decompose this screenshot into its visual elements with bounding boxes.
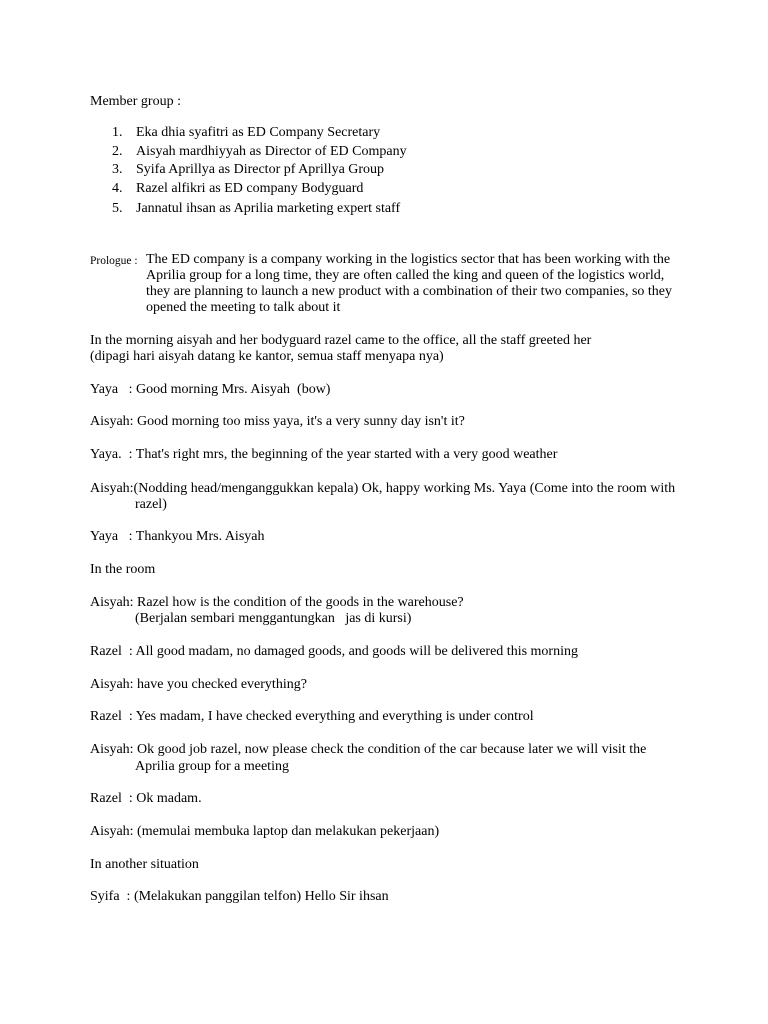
dialogue-line: Aisyah: Razel how is the condition of the goods in the warehouse? — [90, 595, 464, 610]
dialogue-line: Aprilia group for a meeting — [135, 759, 289, 774]
scene-heading: In another situation — [90, 857, 199, 872]
member-heading: Member group : — [90, 94, 181, 109]
list-number: 4. — [112, 181, 123, 196]
prologue-line: opened the meeting to talk about it — [146, 300, 341, 315]
dialogue-line: (Berjalan sembari menggantungkan jas di kursi) — [135, 611, 412, 626]
list-item — [0, 181, 768, 197]
prologue-line: they are planning to launch a new product with a combination of their two companies, so they — [146, 284, 673, 299]
dialogue-line: Razel : Ok madam. — [90, 791, 202, 806]
prologue-line: The ED company is a company working in the logistics sector that has been working with the — [146, 252, 671, 267]
list-item — [0, 144, 768, 160]
narration-line: In the morning aisyah and her bodyguard razel came to the office, all the staff greeted her — [90, 333, 592, 348]
dialogue-line: Razel : Yes madam, I have checked everything and everything is under control — [90, 709, 534, 724]
dialogue-line: Aisyah: have you checked everything? — [90, 677, 307, 692]
list-item — [0, 162, 768, 178]
list-text: Jannatul ihsan as Aprilia marketing expert staff — [136, 201, 401, 216]
dialogue-line: Yaya : Good morning Mrs. Aisyah (bow) — [90, 382, 331, 397]
list-item — [0, 201, 768, 217]
prologue-label: Prologue : — [90, 255, 138, 267]
list-text: Syifa Aprillya as Director pf Aprillya Group — [136, 162, 385, 177]
dialogue-line: Razel : All good madam, no damaged goods, and goods will be delivered this morning — [90, 644, 578, 659]
dialogue-line: Aisyah: Good morning too miss yaya, it's a very sunny day isn't it? — [90, 414, 465, 429]
dialogue-line: Yaya : Thankyou Mrs. Aisyah — [90, 529, 265, 544]
dialogue-line: Yaya. : That's right mrs, the beginning of the year started with a very good weather — [90, 447, 558, 462]
scene-heading: In the room — [90, 562, 156, 577]
list-text: Eka dhia syafitri as ED Company Secretary — [136, 125, 381, 140]
dialogue-line: Aisyah: (memulai membuka laptop dan melakukan pekerjaan) — [90, 824, 440, 839]
list-number: 1. — [112, 125, 123, 140]
prologue-line: Aprilia group for a long time, they are often called the king and queen of the logistics world, — [146, 268, 665, 283]
dialogue-line: razel) — [135, 497, 167, 512]
list-text: Razel alfikri as ED company Bodyguard — [136, 181, 364, 196]
dialogue-line: Aisyah:(Nodding head/menganggukkan kepala) Ok, happy working Ms. Yaya (Come into the room with — [90, 481, 676, 496]
list-number: 5. — [112, 201, 123, 216]
dialogue-line: Syifa : (Melakukan panggilan telfon) Hello Sir ihsan — [90, 889, 389, 904]
list-text: Aisyah mardhiyyah as Director of ED Company — [136, 144, 407, 159]
narration-line: (dipagi hari aisyah datang ke kantor, semua staff menyapa nya) — [90, 349, 444, 364]
list-number: 3. — [112, 162, 123, 177]
dialogue-line: Aisyah: Ok good job razel, now please check the condition of the car because later we will visit the — [90, 742, 647, 757]
list-item — [0, 125, 768, 141]
list-number: 2. — [112, 144, 123, 159]
